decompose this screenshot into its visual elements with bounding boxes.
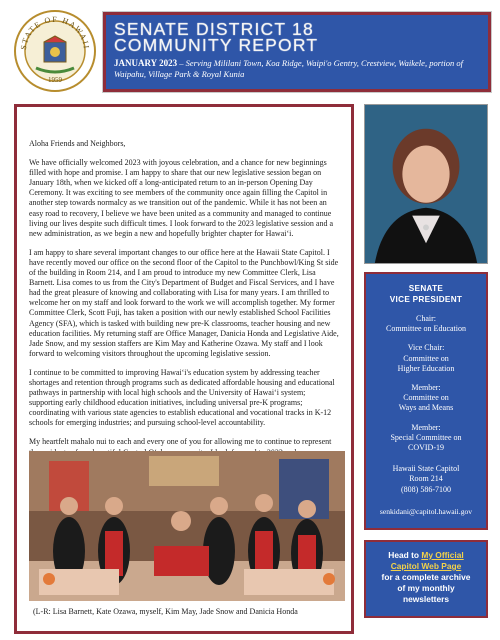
role-committee: Ways and Means [398,403,454,413]
letter-paragraph: My heartfelt mahalo nui to each and every one of you for allowing me to continue to represent [29,437,332,447]
email-address[interactable]: senkidani@capitol.hawaii.gov [379,506,473,516]
role-entry [366,383,486,414]
newsletter-title-line2: COMMUNITY REPORT [114,35,319,55]
photo-caption: (L-R: Lisa Barnett, Kate Ozawa, myself, Kim May, Jade Snow and Danicia Honda [33,607,298,616]
role-label: Vice Chair: [407,343,445,353]
archive-line: newsletters [402,594,450,604]
phone-number: (808) 586-7100 [401,484,451,494]
senator-roles-panel [364,272,488,530]
role-entry [366,343,486,374]
capitol-webpage-link[interactable]: My Official [421,550,464,560]
role-label: Member: [411,422,441,432]
office-address [366,464,486,495]
archive-prefix: Head to [388,550,422,560]
role-committee: Committee on [403,393,449,403]
archive-line [366,550,486,561]
roles-title-line1: SENATE [408,284,444,293]
letter-salutation: Aloha Friends and Neighbors, [29,139,126,148]
newsletter-title-line1: SENATE DISTRICT 18 [114,19,314,39]
staff-group-photo [29,451,345,601]
role-committee: COVID-19 [408,443,444,453]
capitol-webpage-link[interactable]: Capitol Web Page [390,561,462,571]
archive-callout [364,540,488,618]
archive-line: of my monthly [397,583,455,593]
district-areas: – Serving Mililani Town, Koa Ridge, Waipi'o Gentry, Crestview, Waikele, portion of Waipahu, Village Park & Royal Kunia [114,58,463,79]
letter-paragraph: We have officially welcomed 2023 with joyous celebration, and a chance for new beginnings filled with hope and promise. I am happy to share that our new legislative session began on January 18th, when we kicked off a long-anticipated return to an in-person Opening Day Ceremony. It was exciting to see members of the community once again filling the Capitol in another step towards normalcy as we transition out of the pandemic. While it has not been an easy road to recovery, I believe we have been united as a community and managed to continue living our lives despite such difficult times. I look forward to the 2023 legislative session and a new administration, as we begin a new and hopefully brighter chapter for Hawaiʻi. [29,158,334,238]
letter-panel [14,104,354,634]
svg-text:1959: 1959 [48,76,62,84]
letter-paragraph: I am happy to share several important changes to our office here at the Hawaii State Capitol. I have recently moved our office on the second floor of the Capitol to the Punchbowl/King St side of the building in Room 214, and I am proud to introduce my new Committee Clerk, Lisa Barnett. Lisa comes to us from the City's Department of Budget and Fiscal Services, and I have had the great pleasure of knowing and collaborating with Lisa for many years. I am thrilled to welcome her on my staff and look forward to the work we will accomplish together. My former Committee Clerk, Scott Fuji, has taken a position with our newly established School Facilities Agency (SFA), which is tasked with building new pre-K classrooms, teacher housing and new education facilities. My returning staff are Office Manager, Danicia Honda and Legislative Aide, Jade Snow, and my session staffers are Kim May and Katherine Ozawa. My staff and I look forward to welcoming visitors throughout the upcoming legislative session. [29,247,339,358]
role-committee: Committee on [403,353,449,363]
role-label: Member: [411,383,441,393]
role-label: Chair: [416,314,436,323]
archive-line [366,561,486,572]
state-seal-logo [14,10,96,92]
letter-paragraph: I continue to be committed to improving Hawaiʻi's education system by addressing teacher shortages and retention through programs such as dedicated affordable housing and educational pathways in partnership with local high schools and the University of Hawaiʻi system; supporting early childhood education initiatives, including universal pre-K programs; coordinating with various state agencies to establish educational and vocational tracks in K-12 schools for emerging industries; and pursuing school-level accountability. [29,367,335,428]
role-committee: Committee on Education [386,324,466,334]
header-banner [103,12,491,92]
address-line: Room 214 [409,474,443,484]
role-entry [366,314,486,334]
roles-title-line2: VICE PRESIDENT [389,294,463,304]
role-committee: Special Committee on [390,432,462,442]
address-line: Hawaii State Capitol [392,464,460,474]
role-committee: Higher Education [397,363,455,373]
archive-line: for a complete archive [381,572,471,582]
senator-portrait [364,104,488,264]
issue-subtitle [114,58,480,80]
role-entry [366,423,486,454]
svg-text:STATE OF HAWAII: STATE OF HAWAII [18,14,92,51]
issue-date: JANUARY 2023 [114,58,178,68]
